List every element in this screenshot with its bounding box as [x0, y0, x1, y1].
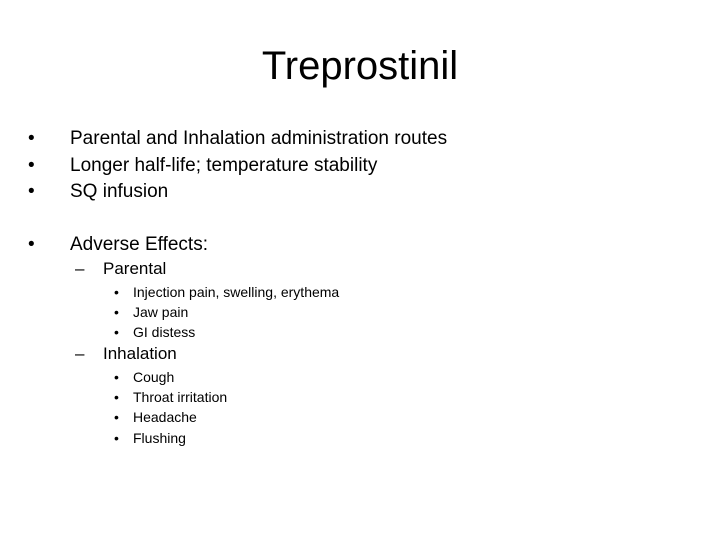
bullet-marker: • — [114, 430, 119, 446]
bullet-marker: • — [114, 284, 119, 300]
effect-text: Cough — [133, 369, 175, 385]
effect-text: GI distess — [133, 324, 196, 340]
adverse-effects-label: Adverse Effects: — [70, 234, 208, 255]
parental-effect-item — [114, 322, 195, 342]
bullet-marker: • — [28, 181, 35, 202]
effect-text: Jaw pain — [133, 304, 189, 320]
bullet-marker: • — [114, 409, 119, 425]
bullet-marker: • — [114, 324, 119, 340]
effect-text: Throat irritation — [133, 389, 228, 405]
bullet-marker: • — [28, 155, 35, 176]
slide-title — [0, 40, 720, 92]
inhalation-label: Inhalation — [103, 344, 177, 363]
inhalation-effect-item — [114, 387, 227, 407]
bullet-marker: • — [28, 128, 35, 149]
parental-effect-item — [114, 302, 188, 322]
effect-text: Flushing — [133, 430, 186, 446]
bullet-item — [28, 179, 168, 205]
bullet-text: Longer half-life; temperature stability — [70, 155, 378, 176]
effect-text: Injection pain, swelling, erythema — [133, 284, 340, 300]
bullet-marker: • — [28, 234, 35, 255]
slide-title-text: Treprostinil — [261, 44, 459, 88]
bullet-item — [28, 126, 447, 152]
dash-marker: – — [75, 259, 85, 278]
dash-marker: – — [75, 344, 85, 363]
effect-text: Headache — [133, 409, 197, 425]
inhalation-effect-item — [114, 407, 197, 427]
parental-subheading — [75, 258, 166, 280]
bullet-item — [28, 153, 377, 179]
bullet-marker: • — [114, 389, 119, 405]
inhalation-effect-item — [114, 428, 186, 448]
parental-label: Parental — [103, 259, 167, 278]
adverse-effects-heading — [28, 232, 208, 258]
inhalation-subheading — [75, 343, 177, 365]
bullet-text: SQ infusion — [70, 181, 169, 202]
bullet-text: Parental and Inhalation administration routes — [70, 128, 448, 149]
inhalation-effect-item — [114, 367, 174, 387]
bullet-marker: • — [114, 369, 119, 385]
bullet-marker: • — [114, 304, 119, 320]
parental-effect-item — [114, 282, 339, 302]
